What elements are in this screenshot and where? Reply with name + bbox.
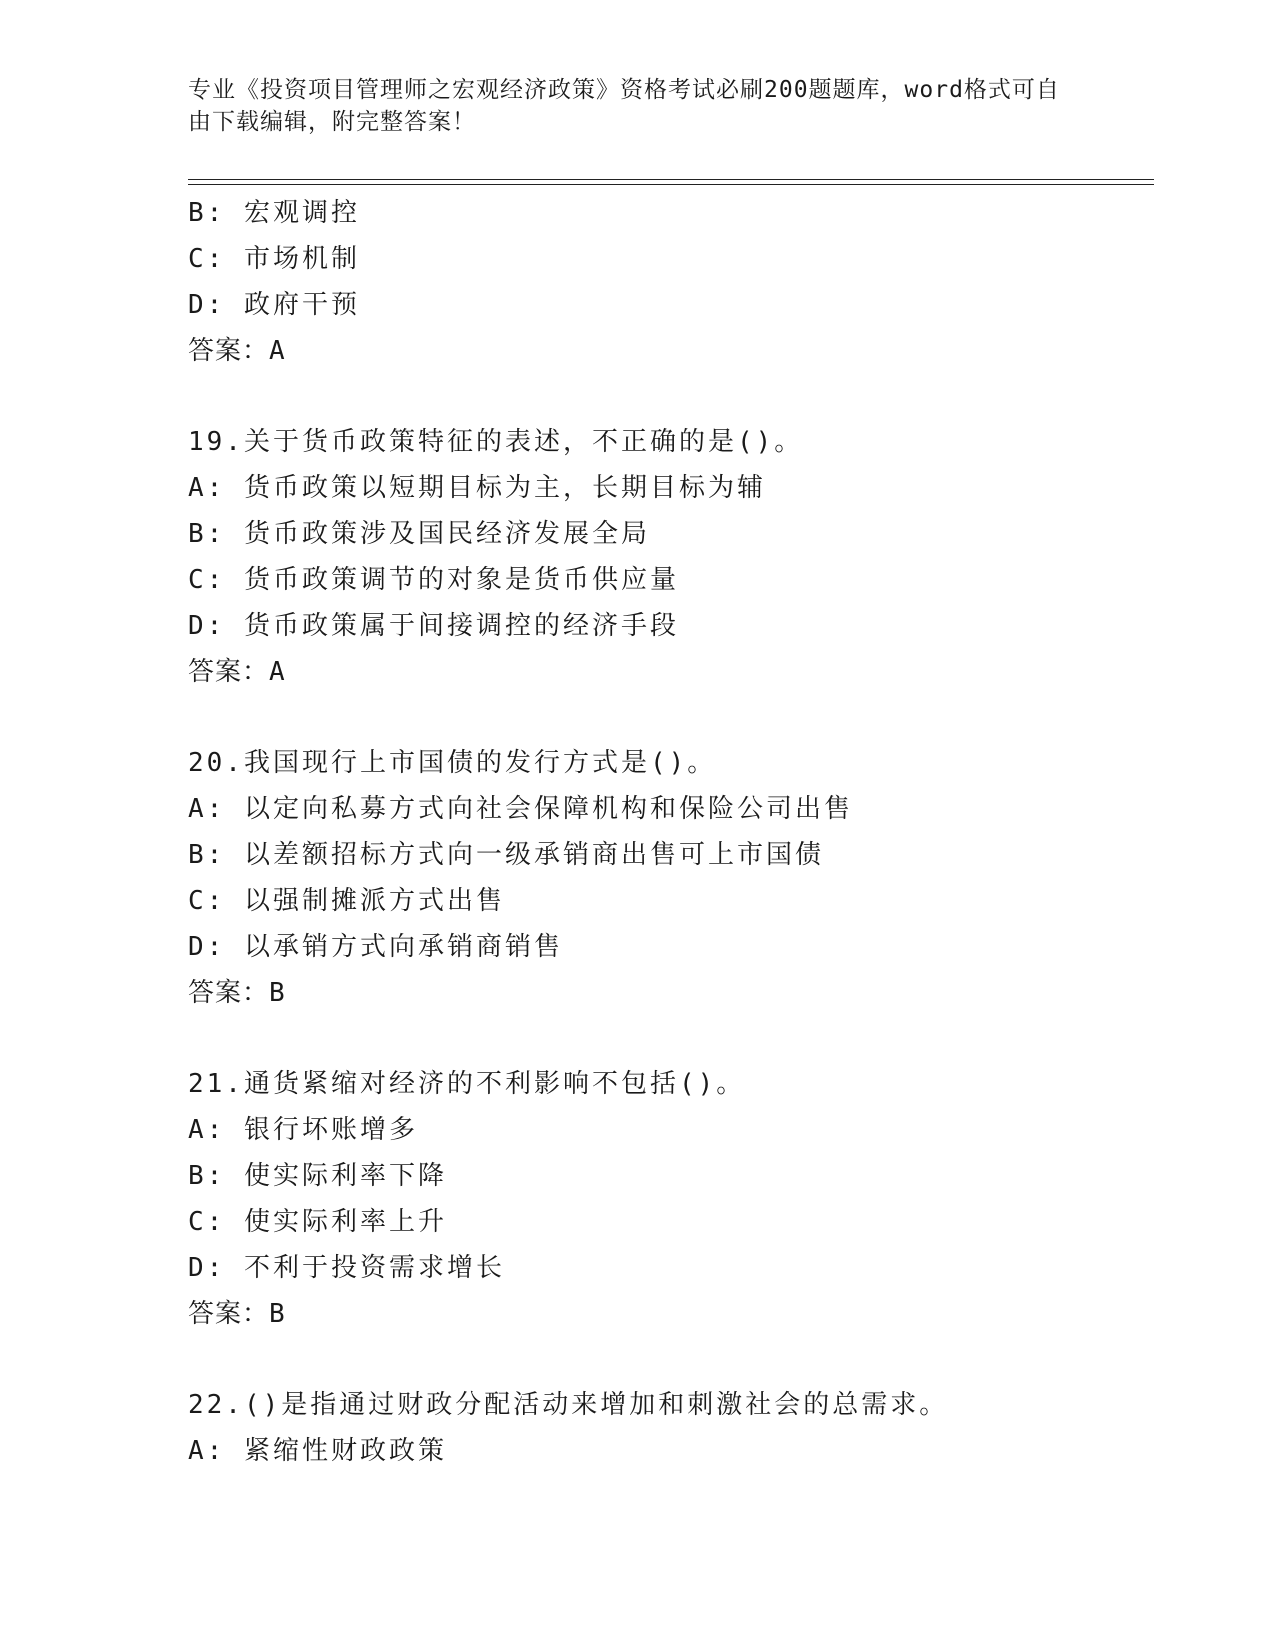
option-d: D: 政府干预 [188, 290, 360, 320]
question-stem: 22.()是指通过财政分配活动来增加和刺激社会的总需求。 [188, 1390, 949, 1420]
question-20 [188, 740, 1154, 1016]
header-divider-top [188, 179, 1154, 180]
answer: 答案：B [188, 978, 286, 1008]
option-c: C: 货币政策调节的对象是货币供应量 [188, 565, 679, 595]
option-b: B: 以差额招标方式向一级承销商出售可上市国债 [188, 840, 824, 870]
question-stem: 20.我国现行上市国债的发行方式是()。 [188, 748, 717, 778]
answer: 答案：B [188, 1299, 286, 1329]
question-stem: 19.关于货币政策特征的表述，不正确的是()。 [188, 427, 804, 457]
answer: 答案：A [188, 336, 286, 366]
question-19 [188, 419, 1154, 695]
option-b: B: 使实际利率下降 [188, 1161, 447, 1191]
header-divider-bottom [188, 184, 1154, 185]
question-list [188, 190, 1154, 1474]
option-a: A: 银行坏账增多 [188, 1115, 418, 1145]
option-b: B: 货币政策涉及国民经济发展全局 [188, 519, 650, 549]
document-header: 专业《投资项目管理师之宏观经济政策》资格考试必刷200题题库，word格式可自由下载编辑，附完整答案！ [188, 77, 1060, 135]
option-a: A: 货币政策以短期目标为主，长期目标为辅 [188, 473, 766, 503]
question-18-continued [188, 190, 1154, 374]
option-a: A: 以定向私募方式向社会保障机构和保险公司出售 [188, 794, 853, 824]
question-22 [188, 1382, 1154, 1474]
option-a: A: 紧缩性财政政策 [188, 1436, 447, 1466]
question-21 [188, 1061, 1154, 1337]
option-c: C: 使实际利率上升 [188, 1207, 447, 1237]
option-c: C: 以强制摊派方式出售 [188, 886, 505, 916]
option-b: B: 宏观调控 [188, 198, 360, 228]
question-stem: 21.通货紧缩对经济的不利影响不包括()。 [188, 1069, 746, 1099]
option-c: C: 市场机制 [188, 244, 360, 274]
answer: 答案：A [188, 657, 286, 687]
option-d: D: 不利于投资需求增长 [188, 1253, 505, 1283]
option-d: D: 货币政策属于间接调控的经济手段 [188, 611, 679, 641]
option-d: D: 以承销方式向承销商销售 [188, 932, 563, 962]
